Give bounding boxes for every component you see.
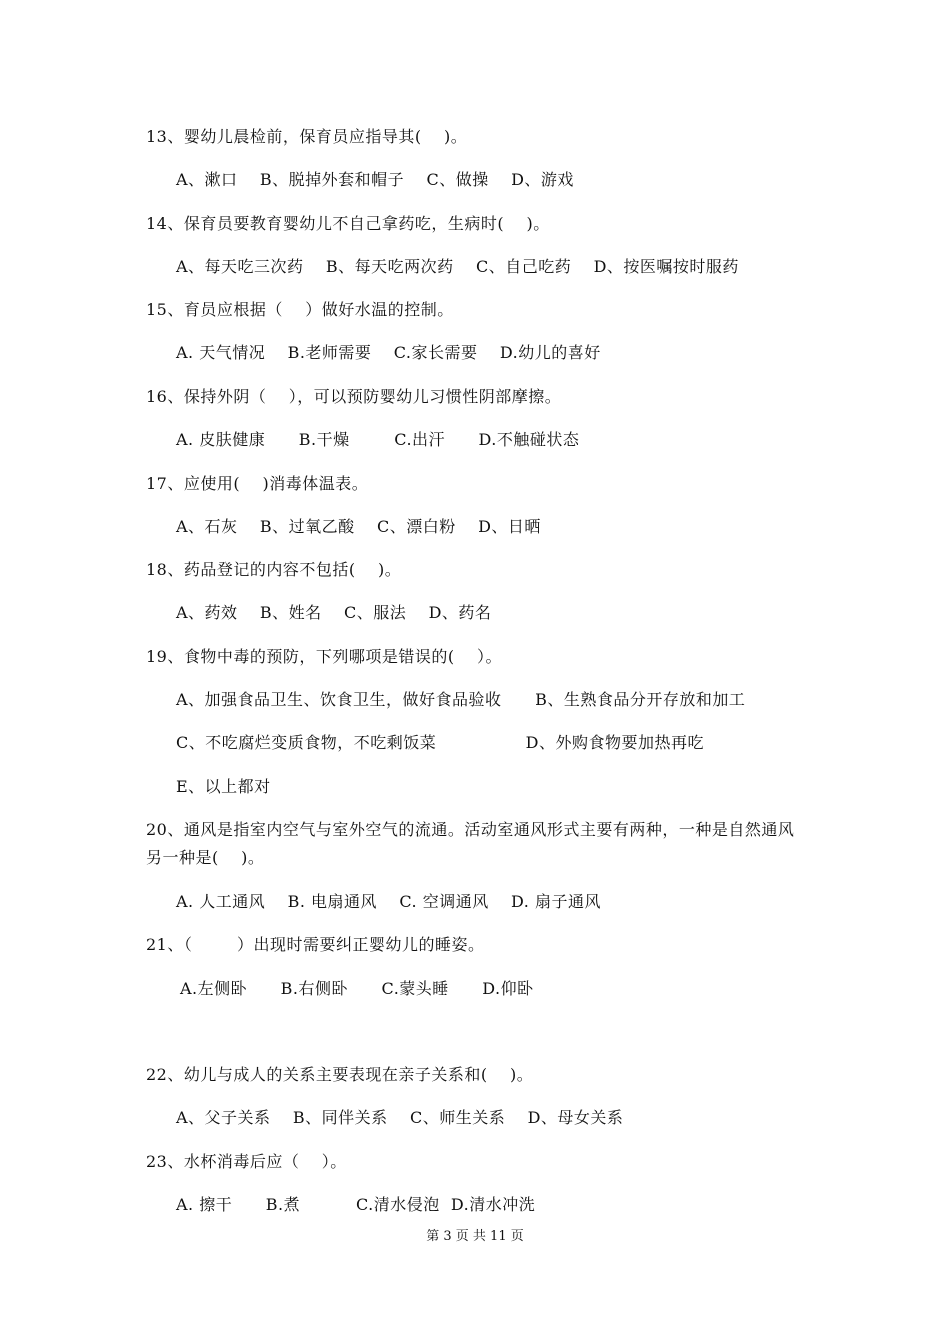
options-22: A、父子关系 B、同伴关系 C、师生关系 D、母女关系 <box>176 1108 624 1127</box>
options-20: A. 人工通风 B. 电扇通风 C. 空调通风 D. 扇子通风 <box>176 892 601 911</box>
options-16: A. 皮肤健康 B.干燥 C.出汗 D.不触碰状态 <box>176 430 580 449</box>
options-19-row-3: E、以上都对 <box>176 777 271 796</box>
question-19: 19、食物中毒的预防，下列哪项是错误的( ）。 <box>146 647 502 666</box>
options-19-row-1: A、加强食品卫生、饮食卫生，做好食品验收 B、生熟食品分开存放和加工 <box>176 690 746 709</box>
question-20-line-2: 另一种是( )。 <box>146 848 265 867</box>
question-20-line-1: 20、通风是指室内空气与室外空气的流通。活动室通风形式主要有两种，一种是自然通风 <box>146 820 795 839</box>
options-19-row-2: C、不吃腐烂变质食物，不吃剩饭菜 D、外购食物要加热再吃 <box>176 733 704 752</box>
question-17: 17、应使用( )消毒体温表。 <box>146 474 369 493</box>
options-18: A、药效 B、姓名 C、服法 D、药名 <box>176 603 492 622</box>
question-22: 22、幼儿与成人的关系主要表现在亲子关系和( )。 <box>146 1065 534 1084</box>
question-23: 23、水杯消毒后应（ ）。 <box>146 1152 347 1171</box>
options-14: A、每天吃三次药 B、每天吃两次药 C、自己吃药 D、按医嘱按时服药 <box>176 257 739 276</box>
question-13: 13、婴幼儿晨检前，保育员应指导其( )。 <box>146 127 468 146</box>
options-23: A. 擦干 B.煮 C.清水侵泡 D.清水冲洗 <box>176 1195 536 1214</box>
question-15: 15、育员应根据（ ）做好水温的控制。 <box>146 300 454 319</box>
options-21: A.左侧卧 B.右侧卧 C.蒙头睡 D.仰卧 <box>180 979 534 998</box>
question-21: 21、（ ）出现时需要纠正婴幼儿的睡姿。 <box>146 935 485 954</box>
options-13: A、漱口 B、脱掉外套和帽子 C、做操 D、游戏 <box>176 170 574 189</box>
question-16: 16、保持外阴（ ），可以预防婴幼儿习惯性阴部摩擦。 <box>146 387 562 406</box>
options-17: A、石灰 B、过氧乙酸 C、漂白粉 D、日晒 <box>176 517 541 536</box>
question-18: 18、药品登记的内容不包括( )。 <box>146 560 402 579</box>
page-footer: 第 3 页 共 11 页 <box>426 1229 524 1244</box>
question-14: 14、保育员要教育婴幼儿不自己拿药吃，生病时( )。 <box>146 214 550 233</box>
options-15: A. 天气情况 B.老师需要 C.家长需要 D.幼儿的喜好 <box>176 343 601 362</box>
